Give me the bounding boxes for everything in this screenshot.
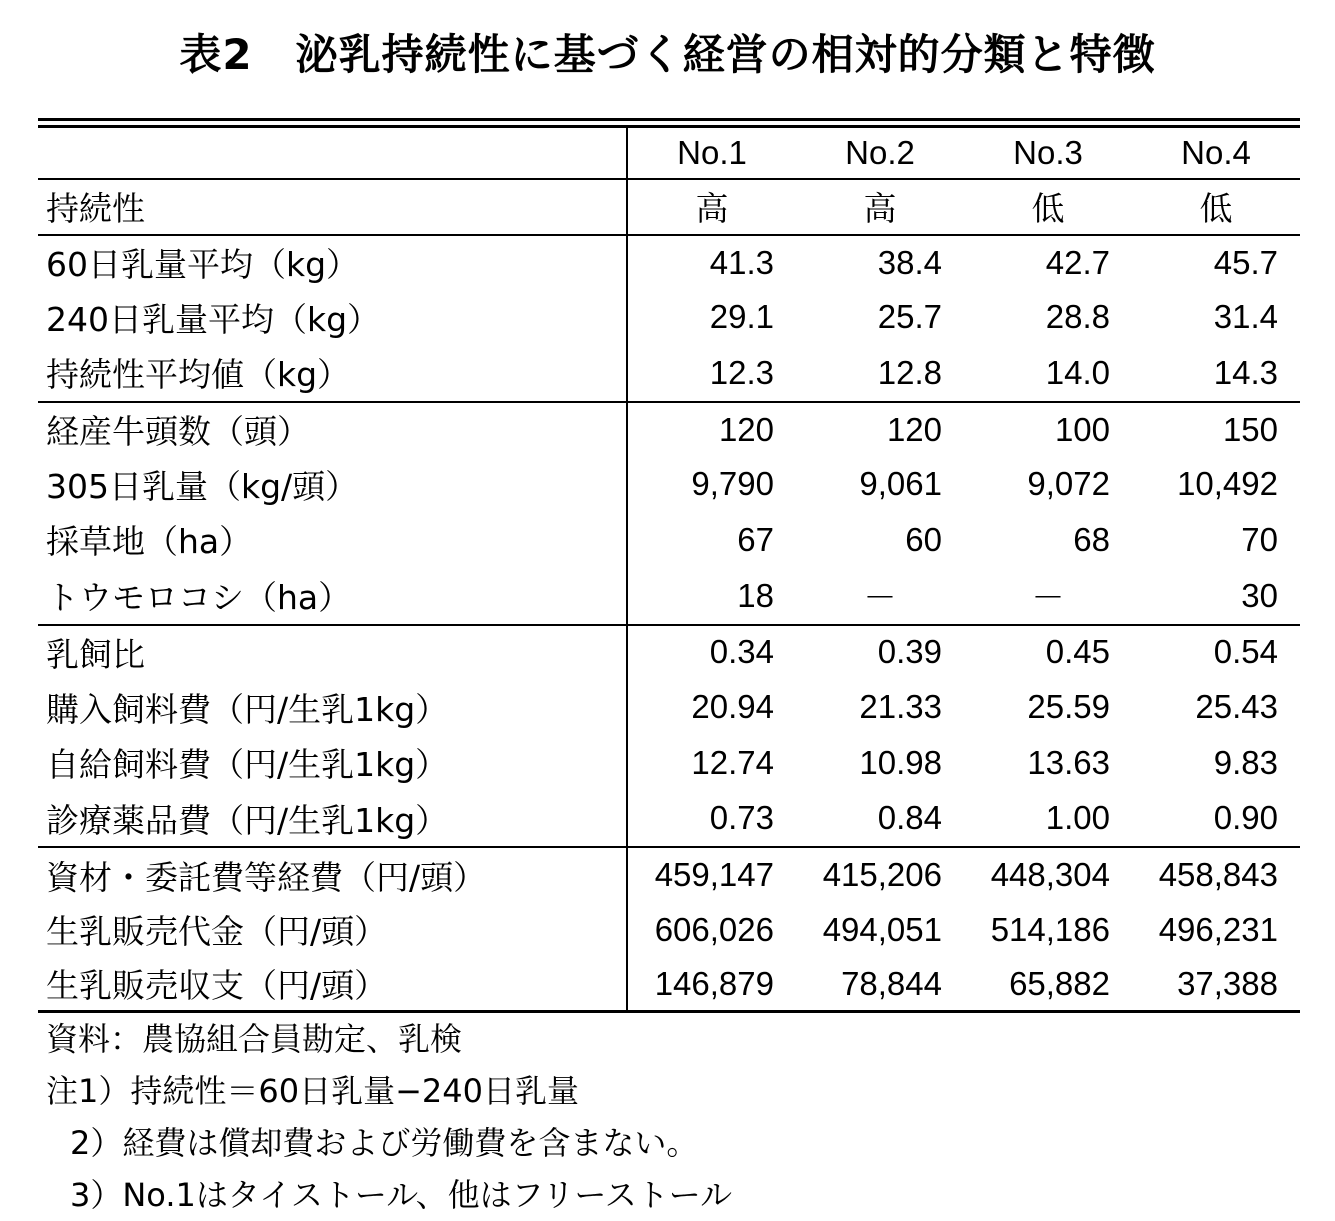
table-cell: 448,304 bbox=[990, 856, 1110, 894]
column-header-row bbox=[38, 128, 1300, 178]
table-cell: 100 bbox=[1054, 410, 1110, 448]
table-cell: 67 bbox=[737, 520, 774, 558]
table-cell: 0.84 bbox=[877, 799, 942, 837]
table-cell: 12.74 bbox=[691, 743, 774, 781]
row-label: 診療薬品費（円/生乳1kg） bbox=[38, 791, 628, 847]
row-label: トウモロコシ（ha） bbox=[38, 568, 628, 624]
row-label: 生乳販売代金（円/頭） bbox=[38, 902, 628, 958]
row-label: 購入飼料費（円/生乳1kg） bbox=[38, 679, 628, 735]
table-cell: 65,882 bbox=[1009, 964, 1110, 1002]
row-label: 240日乳量平均（kg） bbox=[38, 289, 628, 345]
row-label: 経産牛頭数（頭） bbox=[38, 403, 628, 457]
table-cell: 0.54 bbox=[1213, 633, 1278, 671]
table-cell: 31.4 bbox=[1213, 298, 1278, 336]
table-cell: 0.39 bbox=[877, 633, 942, 671]
row-label: 60日乳量平均（kg） bbox=[38, 236, 628, 290]
table-cell: 78,844 bbox=[841, 964, 942, 1002]
table-cell: 29.1 bbox=[709, 298, 774, 336]
table-cell: 45.7 bbox=[1213, 243, 1278, 281]
table-cell: 低 bbox=[1199, 189, 1233, 229]
table-cell: 高 bbox=[695, 189, 729, 229]
table-cell: 606,026 bbox=[654, 910, 774, 948]
table-row bbox=[38, 512, 1300, 568]
table-cell: 37,388 bbox=[1177, 964, 1278, 1002]
table-row bbox=[38, 456, 1300, 512]
table-cell: 28.8 bbox=[1045, 298, 1110, 336]
table-row bbox=[38, 624, 1300, 680]
table-cell: 低 bbox=[1031, 189, 1065, 229]
table-cell: 496,231 bbox=[1158, 910, 1278, 948]
table-row bbox=[38, 178, 1300, 234]
table-notes bbox=[46, 1013, 732, 1221]
source-note: 資料：農協組合員勘定、乳検 bbox=[46, 1020, 463, 1058]
row-label: 生乳販売収支（円/頭） bbox=[38, 958, 628, 1011]
row-label: 資材・委託費等経費（円/頭） bbox=[38, 848, 628, 902]
table-cell: 9,072 bbox=[1027, 465, 1110, 503]
table-cell: 120 bbox=[718, 410, 774, 448]
table-cell: 25.59 bbox=[1027, 688, 1110, 726]
table-cell: 14.3 bbox=[1213, 353, 1278, 391]
table-row bbox=[38, 234, 1300, 290]
table-cell: 514,186 bbox=[990, 910, 1110, 948]
table-cell: 10.98 bbox=[859, 743, 942, 781]
column-header: No.3 bbox=[1013, 134, 1083, 171]
table-cell: 42.7 bbox=[1045, 243, 1110, 281]
table-cell: 120 bbox=[886, 410, 942, 448]
table-row bbox=[38, 568, 1300, 624]
table-cell: 12.8 bbox=[877, 353, 942, 391]
row-label: 持続性平均値（kg） bbox=[38, 345, 628, 401]
table-cell: 415,206 bbox=[822, 856, 942, 894]
table-cell: 0.90 bbox=[1213, 799, 1278, 837]
row-label: 自給飼料費（円/生乳1kg） bbox=[38, 735, 628, 791]
row-label: 採草地（ha） bbox=[38, 512, 628, 568]
table-cell: 25.43 bbox=[1195, 688, 1278, 726]
table-cell: 高 bbox=[863, 189, 897, 229]
table-cell: 70 bbox=[1241, 520, 1278, 558]
table-cell: － bbox=[863, 578, 897, 618]
table-title: 表2 泌乳持続性に基づく経営の相対的分類と特徴 bbox=[179, 30, 1156, 79]
footnote: 2）経費は償却費および労働費を含まない。 bbox=[70, 1124, 699, 1162]
column-header: No.2 bbox=[845, 134, 915, 171]
table-cell: 0.34 bbox=[709, 633, 774, 671]
table-cell: 60 bbox=[905, 520, 942, 558]
header-corner bbox=[38, 128, 628, 178]
data-table bbox=[38, 118, 1300, 1013]
table-row bbox=[38, 902, 1300, 958]
table-cell: 10,492 bbox=[1177, 465, 1278, 503]
table-cell: 18 bbox=[737, 576, 774, 614]
row-label: 乳飼比 bbox=[38, 626, 628, 680]
footnote: 注1）持続性＝60日乳量−240日乳量 bbox=[46, 1072, 579, 1110]
table-cell: 9,790 bbox=[691, 465, 774, 503]
column-header: No.4 bbox=[1181, 134, 1251, 171]
table-row bbox=[38, 735, 1300, 791]
table-cell: 25.7 bbox=[877, 298, 942, 336]
table-cell: 146,879 bbox=[654, 964, 774, 1002]
table-row bbox=[38, 846, 1300, 902]
table-cell: 21.33 bbox=[859, 688, 942, 726]
table-row bbox=[38, 345, 1300, 401]
table-cell: 494,051 bbox=[822, 910, 942, 948]
table-cell: 150 bbox=[1222, 410, 1278, 448]
table-cell: － bbox=[1031, 578, 1065, 618]
table-row bbox=[38, 958, 1300, 1014]
footnote: 3）No.1はタイストール、他はフリーストール bbox=[70, 1176, 733, 1214]
table-cell: 12.3 bbox=[709, 353, 774, 391]
table-cell: 1.00 bbox=[1045, 799, 1110, 837]
row-label: 305日乳量（kg/頭） bbox=[38, 456, 628, 512]
table-cell: 0.73 bbox=[709, 799, 774, 837]
row-label: 持続性 bbox=[38, 180, 628, 234]
table-cell: 13.63 bbox=[1027, 743, 1110, 781]
table-cell: 459,147 bbox=[654, 856, 774, 894]
table-cell: 38.4 bbox=[877, 243, 942, 281]
table-row bbox=[38, 679, 1300, 735]
table-cell: 41.3 bbox=[709, 243, 774, 281]
table-cell: 20.94 bbox=[691, 688, 774, 726]
table-cell: 0.45 bbox=[1045, 633, 1110, 671]
table-cell: 9.83 bbox=[1213, 743, 1278, 781]
table-cell: 68 bbox=[1073, 520, 1110, 558]
table-cell: 458,843 bbox=[1158, 856, 1278, 894]
table-row bbox=[38, 289, 1300, 345]
column-header: No.1 bbox=[677, 134, 747, 171]
table-top-rule bbox=[38, 118, 1300, 128]
table-cell: 30 bbox=[1241, 576, 1278, 614]
table-row bbox=[38, 401, 1300, 457]
table-row bbox=[38, 791, 1300, 847]
table-cell: 9,061 bbox=[859, 465, 942, 503]
table-cell: 14.0 bbox=[1045, 353, 1110, 391]
